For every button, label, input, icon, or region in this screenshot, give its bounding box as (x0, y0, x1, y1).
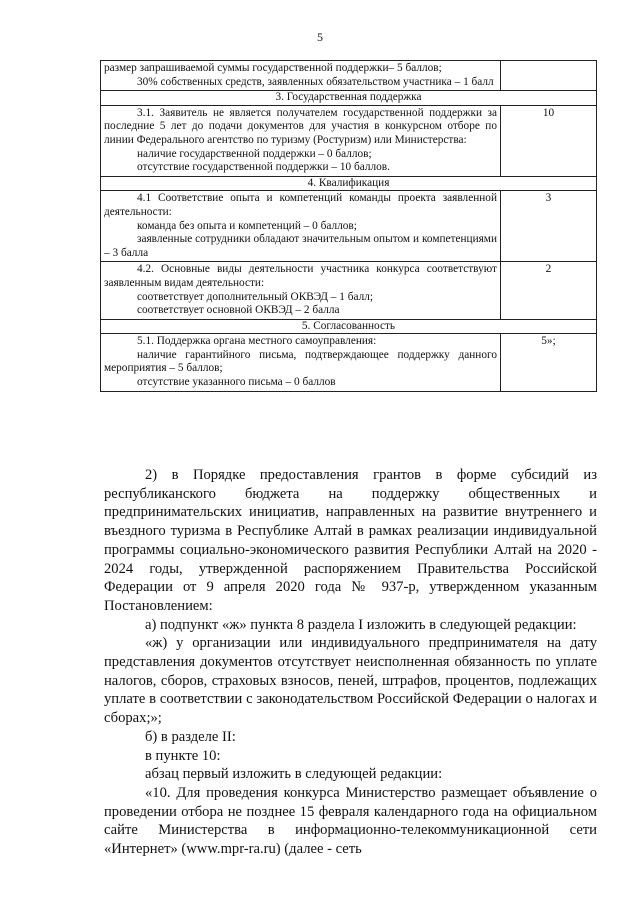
body-text (104, 466, 597, 859)
criterion-description (101, 61, 501, 91)
section-heading: 3. Государственная поддержка (101, 91, 597, 106)
criterion-line: размер запрашиваемой суммы государственной поддержки– 5 баллов; (104, 62, 442, 74)
criterion-description (101, 262, 501, 319)
criterion-line: 4.1 Соответствие опыта и компетенций команды проекта заявленной деятельности: (104, 192, 497, 218)
paragraph: б) в разделе II: (145, 728, 236, 745)
criterion-line: 4.2. Основные виды деятельности участника конкурса соответствуют заявленным видам деятельности: (104, 263, 497, 289)
criterion-description (101, 105, 501, 176)
table-row (101, 61, 597, 91)
criterion-line: 30% собственных средств, заявленных обязательством участника – 1 балл (137, 75, 494, 88)
paragraph: «10. Для проведения конкурса Министерство размещает объявление о проведении отбора не позднее 15 февраля календарного года на официальном сайте Министерства в информационно-телекоммуникационной сети «Интернет» (www.mpr-ra.ru) (далее - сеть (104, 784, 597, 858)
table-row (101, 334, 597, 391)
table-row (101, 191, 597, 262)
criterion-score: 10 (501, 105, 597, 176)
paragraph: 2) в Порядке предоставления грантов в форме субсидий из республиканского бюджета на поддержку общественных и предпринимательских инициатив, направленных на развитие внутреннего и въездного туризма в Республике Алтай в рамках реализации индивидуальной программы социально-экономического развития Республики Алтай на 2020 - 2024 годы, утвержденной распоряжением Правительства Российской Федерации от 9 апреля 2020 года № 937-р, утвержденном указанным Постановлением: (104, 467, 597, 614)
paragraph: в пункте 10: (145, 747, 221, 764)
criterion-line: 5.1. Поддержка органа местного самоуправления: (137, 335, 377, 348)
criterion-line: заявленные сотрудники обладают значительным опытом и компетенциями – 3 балла (104, 233, 497, 259)
criterion-score (501, 61, 597, 91)
criterion-line: наличие гарантийного письма, подтверждающее поддержку данного мероприятия – 5 баллов; (104, 348, 497, 375)
section-row (101, 91, 597, 106)
table-row (101, 262, 597, 319)
criterion-score: 3 (501, 191, 597, 262)
criterion-line: отсутствие указанного письма – 0 баллов (137, 376, 336, 389)
paragraph: «ж) у организации или индивидуального предпринимателя на дату представления документов отсутствует неисполненная обязанность по уплате налогов, сборов, страховых взносов, пеней, штрафов, процентов, подлежащих уплате в соответствии с законодательством Российской Федерации о налогах и сборах;»; (104, 635, 597, 727)
criterion-score: 2 (501, 262, 597, 319)
criterion-line: наличие государственной поддержки – 0 баллов; (137, 147, 372, 160)
criterion-line: команда без опыта и компетенций – 0 баллов; (137, 219, 357, 232)
criterion-description (101, 334, 501, 391)
criterion-line: соответствует дополнительный ОКВЭД – 1 балл; (137, 290, 374, 303)
criterion-line: отсутствие государственной поддержки – 10 баллов. (137, 161, 390, 174)
paragraph: абзац первый изложить в следующей редакции: (145, 766, 443, 783)
section-row (101, 176, 597, 191)
criteria-table (100, 60, 597, 392)
table-row (101, 105, 597, 176)
page-number: 5 (317, 30, 323, 44)
section-heading: 4. Квалификация (101, 176, 597, 191)
criterion-line: соответствует основной ОКВЭД – 2 балла (137, 304, 340, 317)
paragraph: а) подпункт «ж» пункта 8 раздела I изложить в следующей редакции: (145, 616, 577, 633)
criterion-description (101, 191, 501, 262)
criterion-line: 3.1. Заявитель не является получателем государственной поддержки за последние 5 лет до подачи документов для участия в конкурсном отборе по линии Федерального агентство по туризму (Ростуризм) или Министерства: (104, 106, 497, 146)
criterion-score: 5»; (501, 334, 597, 391)
section-row (101, 319, 597, 334)
section-heading: 5. Согласованность (101, 319, 597, 334)
